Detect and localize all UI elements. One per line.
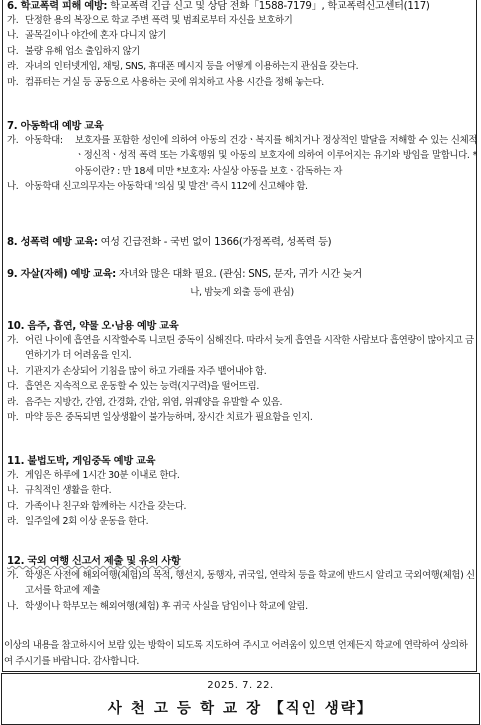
list-text: 불량 유해 업소 출입하지 않기 <box>25 45 140 57</box>
list-marker: 다. <box>7 500 19 512</box>
section-10 <box>7 320 477 425</box>
list-text: 일주일에 2회 이상 운동을 한다. <box>25 516 149 528</box>
section-10-heading: 10. 음주, 흡연, 약물 오·남용 예방 교육 <box>7 321 179 332</box>
list-item <box>7 364 477 379</box>
list-text: 골목길이나 야간에 혼자 다니지 않기 <box>25 30 167 42</box>
child-abuse-label: 아동학대: <box>25 135 63 146</box>
list-item <box>7 179 477 194</box>
section-7 <box>7 120 477 195</box>
section-9-note: 자녀와 많은 대화 필요. (관심: SNS, 문자, 귀가 시간 늦거 <box>115 269 362 280</box>
signature-block <box>1 673 480 725</box>
list-item <box>7 75 477 90</box>
section-9-title: 9. 자살(자해) 예방 교육: <box>7 269 116 280</box>
list-text: 아동학대 신고의무자는 아동학대 '의심 및 발견' 즉시 112에 신고해야 함. <box>25 181 308 193</box>
section-12 <box>7 555 477 614</box>
list-text: 자녀의 인터넷게임, 채팅, SNS, 휴대폰 메시지 등을 어떻게 이용하는지 관심을 갖는다. <box>25 61 359 73</box>
list-marker: 나. <box>7 365 19 377</box>
list-item <box>7 44 477 59</box>
list-marker: 나. <box>7 30 19 42</box>
list-item <box>7 468 477 483</box>
list-item <box>7 379 477 394</box>
list-text: 단정한 용의 복장으로 학교 주변 폭력 및 범죄로부터 자신을 보호하기 <box>25 15 293 26</box>
list-text: 어린 나이에 흡연을 시작할수록 니코틴 중독이 심해진다. 따라서 늦게 흡연을 시작한 사람보다 흡연량이 많아지고 금연하기가 더 어려움을 인지. <box>25 335 474 362</box>
section-12-heading <box>7 555 477 568</box>
list-text: 음주는 지방간, 간염, 간경화, 간암, 위염, 위궤양을 유발할 수 있음. <box>25 396 283 408</box>
section-11 <box>7 455 477 530</box>
list-item <box>7 599 477 614</box>
list-marker: 마. <box>7 412 19 424</box>
list-text: 가족이나 친구와 함께하는 시간을 갖는다. <box>25 500 187 512</box>
list-text: 규칙적인 생활을 한다. <box>25 485 112 497</box>
list-item <box>7 133 477 179</box>
section-6-title: 6. 학교폭력 피해 예방: <box>7 1 108 12</box>
section-8-heading <box>7 236 477 249</box>
list-item <box>7 410 477 425</box>
section-8-title: 8. 성폭력 예방 교육: <box>7 237 98 248</box>
list-item <box>7 13 477 28</box>
list-item <box>7 333 477 364</box>
section-6-heading <box>7 0 477 13</box>
list-text: 흡연은 지속적으로 운동할 수 있는 능력(지구력)을 떨어뜨림. <box>25 381 259 393</box>
list-marker: 마. <box>7 76 19 88</box>
issue-date: 2025. 7. 22. <box>207 680 274 691</box>
list-item <box>7 499 477 514</box>
list-marker: 나. <box>7 485 19 497</box>
list-item <box>7 59 477 74</box>
section-11-heading: 11. 불법도박, 게임중독 예방 교육 <box>7 456 156 467</box>
section-9 <box>7 268 477 298</box>
list-item <box>7 28 477 43</box>
section-6 <box>7 0 477 90</box>
list-marker: 나. <box>7 600 19 612</box>
child-abuse-definition: 보호자를 포함한 성인에 의하여 아동의 건강ㆍ복지를 해치거나 정상적인 발달을 저해할 수 있는 신체적ㆍ정신적ㆍ성적 폭력 또는 가혹행위 및 아동의 보호자에 의하여 이루어지는 유기와 방임을 말합니다. *아동이란? : 만 18세 미만 *보호자: 사실상 아동을 보호ㆍ감독하는 자 <box>75 135 477 177</box>
list-item <box>7 483 477 498</box>
list-text: 학생이나 학부모는 해외여행(체험) 후 귀국 사실을 담임이나 학교에 알림. <box>25 600 308 612</box>
school-principal-signature: 사 천 고 등 학 교 장 【직인 생략】 <box>107 701 374 717</box>
list-marker: 가. <box>7 135 19 146</box>
list-marker: 가. <box>7 570 19 581</box>
list-text: 게임은 하루에 1시간 30분 이내로 한다. <box>25 470 180 481</box>
list-marker: 가. <box>7 470 19 481</box>
section-6-hotline: 학교폭력 긴급 신고 및 상담 전화「1588-7179」, 학교폭력신고센터(117) <box>107 1 430 12</box>
list-item <box>7 568 477 599</box>
list-marker: 가. <box>7 335 19 346</box>
list-marker: 라. <box>7 396 19 408</box>
section-9-heading <box>7 268 477 281</box>
list-marker: 라. <box>7 516 19 528</box>
list-marker: 가. <box>7 15 19 26</box>
list-marker: 다. <box>7 381 19 393</box>
list-item <box>7 514 477 529</box>
list-marker: 라. <box>7 61 19 73</box>
list-text: 기관지가 손상되어 기침을 많이 하고 가래를 자주 뱉어내야 함. <box>25 365 267 377</box>
section-7-heading: 7. 아동학대 예방 교육 <box>7 121 104 132</box>
list-item <box>7 395 477 410</box>
section-9-note-continued: 나, 밤늦게 외출 등에 관심) <box>190 287 294 298</box>
list-text: 컴퓨터는 거실 등 공동으로 사용하는 곳에 위치하고 사용 시간을 정해 놓는다. <box>25 76 324 88</box>
closing-paragraph: 이상의 내용을 참고하시어 보람 있는 방학이 되도록 지도하여 주시고 어려움이 있으면 언제든지 학교에 연락하여 상의하여 주시기를 바랍니다. 감사합니다. <box>4 640 468 667</box>
section-8-hotline: 여성 긴급전화 - 국번 없이 1366(가정폭력, 성폭력 등) <box>97 237 332 248</box>
list-marker: 다. <box>7 45 19 57</box>
list-text: 마약 등은 중독되면 일상생활이 불가능하며, 장시간 치료가 필요함을 인지. <box>25 412 313 424</box>
section-12-title: 12. 국외 여행 신고서 제출 및 유의 사항 <box>7 556 181 567</box>
list-text: 학생은 사전에 해외여행(체험)의 목적, 행선지, 동행자, 귀국일, 연락처 등을 학교에 반드시 알리고 국외여행(체험) 신고서를 학교에 제출 <box>25 570 475 597</box>
list-marker: 나. <box>7 181 19 193</box>
section-8 <box>7 236 477 249</box>
